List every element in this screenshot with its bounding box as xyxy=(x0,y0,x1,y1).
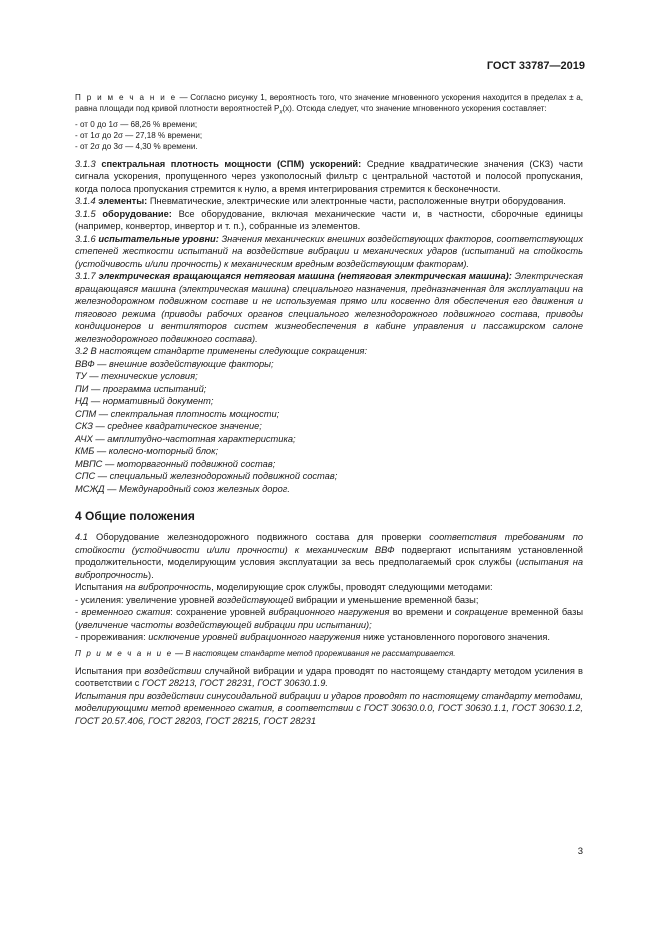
text-run: увеличение частоты воздействующей вибрации при испытании); xyxy=(78,619,372,630)
note-thinning xyxy=(75,648,583,659)
definition-3-1-7 xyxy=(75,270,583,345)
abbreviation-item: ПИ — программа испытаний; xyxy=(75,383,207,394)
clause-number: 3.1.3 xyxy=(75,158,96,169)
definition-text: Электрическая вращающаяся машина (электрическая машина) специального назначения, предназначенная для эксплуатации на железнодорожном подвижном составе и не используемая прямо или косвенно для обеспечения его движения и тягового режима (приводы рабочих органов специального железнодорожного подвижного состава, приводы кондиционеров и вентиляторов систем жизнеобеспечения в кабине управления и пассажирском салоне железнодорожного подвижного состава). xyxy=(75,271,583,344)
text-run: , моделирующие срок службы, проводят следующими методами: xyxy=(211,582,493,593)
note-item: - от 1σ до 2σ — 27,18 % времени; xyxy=(75,130,203,140)
abbreviations-intro: 3.2 В настоящем стандарте применены следующие сокращения: xyxy=(75,346,368,357)
text-run: - прореживания: xyxy=(75,632,149,643)
text-run: временной базы ( xyxy=(75,607,584,630)
clause-number: 3.1.5 xyxy=(75,208,96,219)
paragraph-random-vibration xyxy=(75,665,583,690)
abbreviation-item: СПС — специальный железнодорожный подвижной состав; xyxy=(75,471,338,482)
note-probability xyxy=(75,92,583,152)
abbreviation-item: АЧХ — амплитудно-частотная характеристика; xyxy=(75,433,296,444)
note-text-2: (x). Отсюда следует, что значение мгновенного ускорения составляет: xyxy=(282,104,547,113)
text-run: ). xyxy=(148,569,154,580)
text-run: вибрации и уменьшение временной базы; xyxy=(293,594,479,605)
definition-3-1-4 xyxy=(75,195,583,208)
note-item: - от 0 до 1σ — 68,26 % времени; xyxy=(75,119,198,129)
method-thinning xyxy=(75,631,583,644)
note-text: — В настоящем стандарте метод прореживания не рассматривается. xyxy=(172,648,456,658)
definition-text: Все оборудование, включая механические части и, в частности, сборочные единицы (например, конвертор, инвертор и т. п.), собранные из элементов. xyxy=(75,208,583,232)
text-run: - xyxy=(75,607,82,618)
text-run: Испытания при xyxy=(75,665,145,676)
method-time-compression xyxy=(75,606,583,631)
text-run: - усиления: увеличение уровней xyxy=(75,594,218,605)
document-body xyxy=(75,92,583,727)
page-number: 3 xyxy=(577,846,583,857)
abbreviation-item: КМБ — колесно-моторный блок; xyxy=(75,446,219,457)
paragraph-sinusoidal-vibration: Испытания при воздействии синусоидальной вибрации и ударов проводят по настоящему стандарту методами, моделирующими метод временного сжатия, в соответствии с ГОСТ 30630.0.0, ГОСТ 30630.1.1, ГОСТ 30630.1.2, ГОСТ 20.57.406, ГОСТ 28203, ГОСТ 28215, ГОСТ 28231 xyxy=(75,690,583,726)
definition-3-1-6 xyxy=(75,233,583,271)
text-run: временного сжатия xyxy=(81,607,171,618)
text-run: сокращение xyxy=(454,607,508,618)
text-run: испытания на вибропрочность xyxy=(75,557,584,580)
term: оборудование: xyxy=(102,208,172,219)
clause-number: 3.1.6 xyxy=(75,233,96,244)
note-subscript: x xyxy=(279,109,283,116)
clause-number: 3.1.4 xyxy=(75,196,96,207)
method-amplification xyxy=(75,594,583,607)
paragraph-4-1 xyxy=(75,531,583,581)
term: электрическая вращающаяся нетяговая машина (нетяговая электрическая машина): xyxy=(98,271,512,282)
abbreviations-list xyxy=(75,358,583,496)
text-run: Оборудование железнодорожного подвижного состава для проверки xyxy=(87,532,430,543)
note-label: П р и м е ч а н и е xyxy=(75,93,177,102)
paragraph-methods-intro xyxy=(75,581,583,594)
abbreviation-item: ТУ — технические условия; xyxy=(75,371,198,382)
clause-number: 3.1.7 xyxy=(75,271,96,282)
definition-text: Значения механических внешних воздействующих факторов, соответствующих степеней жесткости испытаний на воздействие вибрации и механических ударов (испытаний на стойкость (устойчивость и/или прочность) к механическим вредным воздействующим факторам). xyxy=(75,233,583,269)
definition-3-1-5 xyxy=(75,208,583,233)
abbreviation-item: МВПС — моторвагонный подвижной состав; xyxy=(75,458,276,469)
abbreviation-item: МСЖД — Международный союз железных дорог. xyxy=(75,483,290,494)
abbreviation-item: НД — нормативный документ; xyxy=(75,396,214,407)
text-run: : сохранение уровней xyxy=(170,607,269,618)
clause-number: 4.1 xyxy=(75,532,88,543)
term: спектральная плотность мощности (СПМ) ускорений: xyxy=(101,158,362,169)
text-run: Испытания xyxy=(75,582,126,593)
standard-code-header: ГОСТ 33787—2019 xyxy=(486,60,585,72)
text-run: исключение уровней вибрационного нагружения xyxy=(148,632,361,643)
note-item: - от 2σ до 3σ — 4,30 % времени. xyxy=(75,141,198,151)
text-run: соответствия требованиям по стойкости (устойчивости и/или прочности) к механическим ВВФ xyxy=(75,532,583,555)
text-run: ГОСТ 28213, ГОСТ 28231, ГОСТ 30630.1.9. xyxy=(142,678,328,689)
section-title: 4 Общие положения xyxy=(75,509,195,524)
text-run: подвергают испытаниям установленной продолжительности, моделирующим условия эксплуатации за весь предполагаемый срок службы ( xyxy=(75,544,583,568)
note-text: — Согласно рисунку 1, вероятность того, что значение мгновенного ускорения находится в пределах ± a, равна площади под кривой плотности вероятностей P xyxy=(75,93,583,113)
text-run: воздействии xyxy=(144,665,202,676)
abbreviation-item: СКЗ — среднее квадратическое значение; xyxy=(75,421,262,432)
abbreviation-item: СПМ — спектральная плотность мощности; xyxy=(75,408,280,419)
text-run: ниже установленного порогового значения. xyxy=(360,632,550,643)
definition-text: Средние квадратические значения (СКЗ) части сигнала ускорения, пропущенного через узкополосный фильтр с центральной частотой и полосой пропускания, когда полоса пропускания стремится к нулю, а время интегрирования стремится к бесконечности. xyxy=(75,158,583,194)
abbreviation-item: ВВФ — внешние воздействующие факторы; xyxy=(75,358,274,369)
term: элементы: xyxy=(98,196,148,207)
definition-text: Пневматические, электрические или электронные части, расположенные внутри оборудования. xyxy=(147,196,566,207)
text-run: вибрационного нагружения xyxy=(268,607,390,618)
definition-3-1-3 xyxy=(75,158,583,196)
text-run: на вибропрочность xyxy=(125,582,212,593)
note-label: П р и м е ч а н и е xyxy=(75,648,173,658)
text-run: воздействующей xyxy=(217,594,294,605)
text-run: во времени и xyxy=(389,607,455,618)
term: испытательные уровни: xyxy=(98,233,219,244)
text-run: случайной вибрации и удара проводят по настоящему стандарту методом усиления в соответствии с xyxy=(75,665,583,689)
